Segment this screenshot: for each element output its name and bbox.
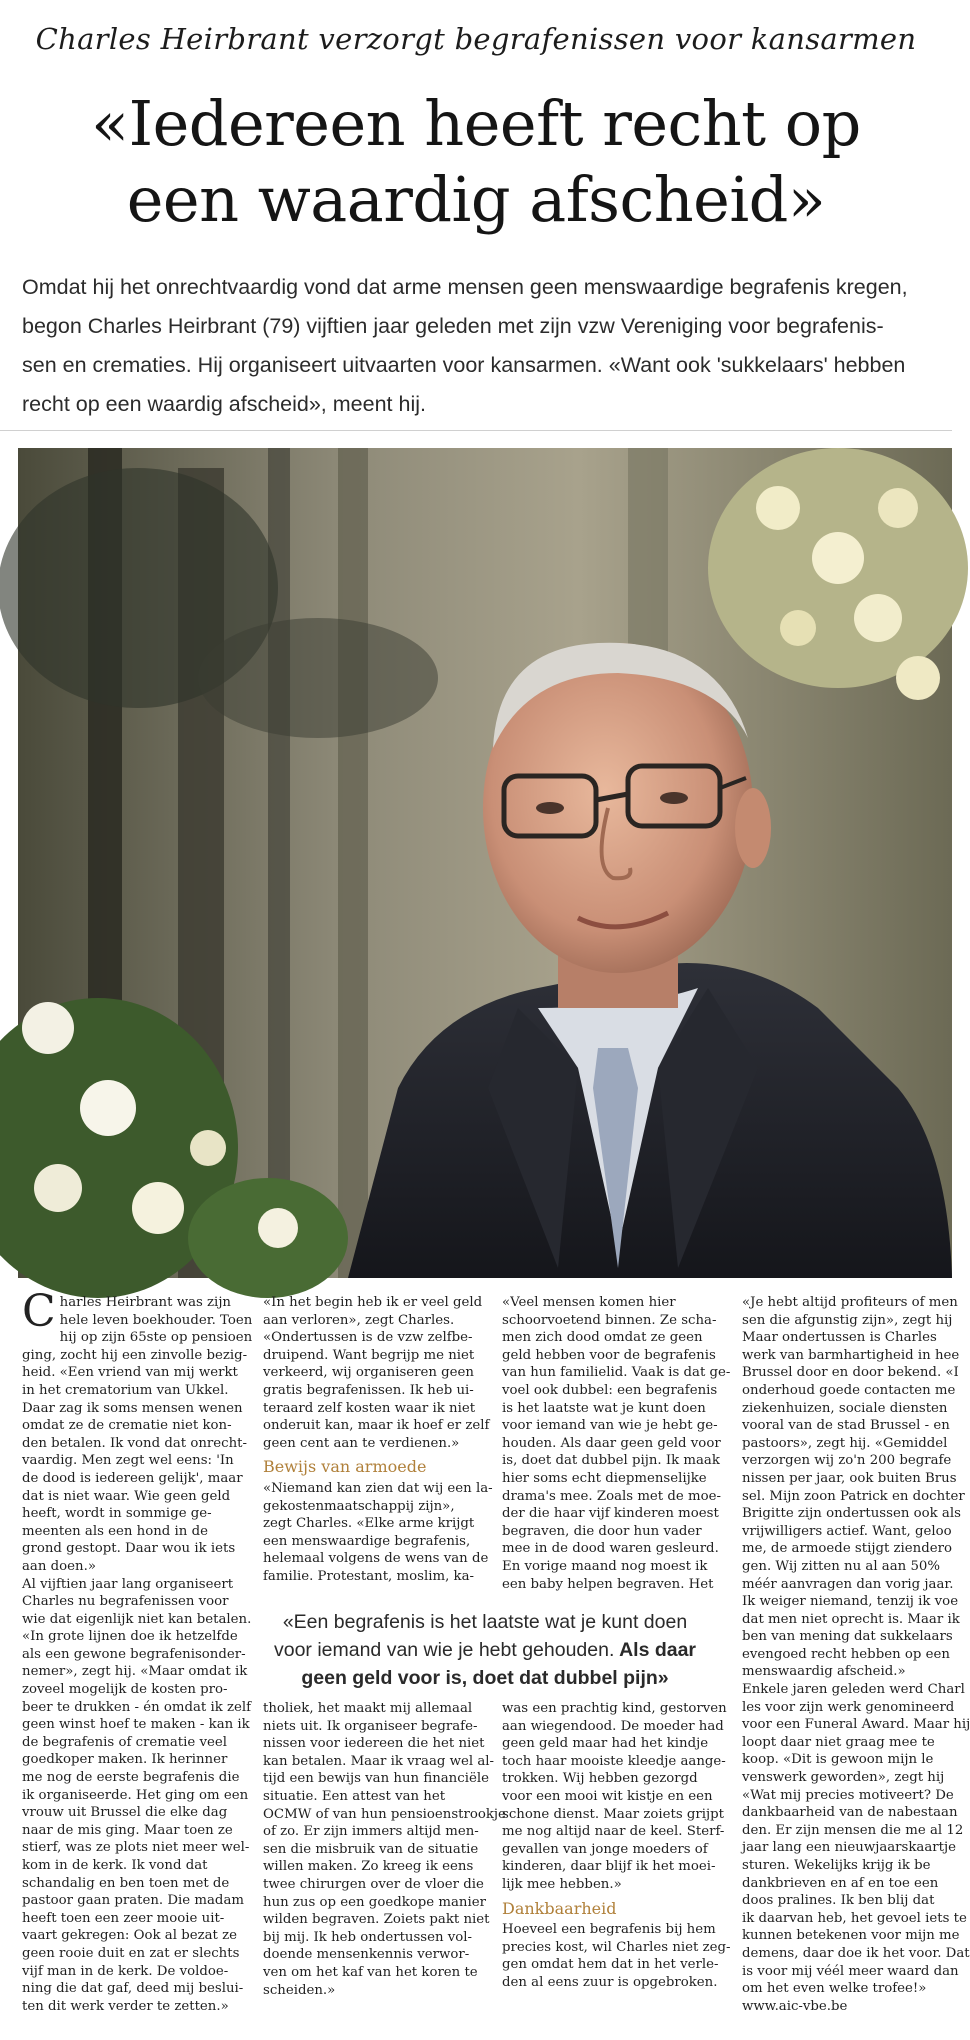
text-line: OCMW of van hun pensioenstrookje — [263, 1806, 506, 1822]
article-column-1 — [22, 1286, 253, 2015]
text-line: om het even welke trofee!» — [742, 1981, 927, 1997]
text-line: verkeerd, wij organiseren geen — [263, 1365, 474, 1381]
text-line: dat men niet oprecht is. Maar ik — [742, 1611, 960, 1627]
text-line: geld hebben voor de begrafenis — [502, 1347, 716, 1363]
text-line: wie dat eigenlijk niet kan betalen. — [22, 1611, 252, 1627]
text-line: een menswaardige begrafenis, — [263, 1533, 471, 1549]
text-line: vaart gekregen: Ook al bezat ze — [22, 1928, 237, 1944]
text-line: Maar ondertussen is Charles — [742, 1330, 937, 1346]
headline-line-1: «Iedereen heeft recht op — [91, 87, 861, 160]
text-line: Ik weiger niemand, tenzij ik voe — [742, 1594, 959, 1610]
text-line: van hun familielid. Vaak is dat ge- — [502, 1365, 731, 1381]
text-line: een baby helpen begraven. Het — [502, 1576, 714, 1592]
text-line: omdat ze de crematie niet kon- — [22, 1418, 232, 1434]
text-line: schandalig en ben toen met de — [22, 1875, 230, 1891]
text-line: scheiden.» — [263, 1982, 336, 1998]
text-line: «In het begin heb ik er veel geld — [263, 1295, 483, 1310]
text-line: ik organiseerde. Het ging om een — [22, 1787, 249, 1803]
text-line: beer te drukken - én omdat ik zelf — [22, 1699, 252, 1715]
text-line: www.aic-vbe.be — [742, 1998, 848, 2014]
text-line: vijf man in de kerk. De voldoe- — [22, 1963, 229, 1979]
text-line: werk van barmhartigheid in hee — [742, 1347, 960, 1363]
text-line: meenten als een hond in de — [22, 1523, 208, 1539]
text-line: schoorvoetend binnen. Ze scha- — [502, 1312, 717, 1328]
text-line: onderuit kan, maar ik hoef er zelf — [263, 1418, 490, 1434]
text-line: les voor zijn werk genomineerd — [742, 1699, 955, 1715]
text-line: dankbrieven en af en toe een — [742, 1875, 939, 1891]
text-line: heeft, wordt in sommige ge- — [22, 1506, 212, 1522]
portrait-illustration — [18, 448, 952, 1278]
text-line: «Je hebt altijd profiteurs of men — [742, 1295, 958, 1310]
text-line: of zo. Er zijn immers altijd men- — [263, 1824, 479, 1840]
text-line: En vorige maand nog moest ik — [502, 1558, 708, 1574]
text-line: grond gestopt. Daar wou ik iets — [22, 1541, 236, 1557]
text-line: men zich dood omdat ze geen — [502, 1330, 703, 1346]
text-line: me nog altijd naar de keel. Sterf- — [502, 1824, 725, 1840]
text-line: toch haar mooiste kleedje aange- — [502, 1753, 726, 1769]
text-line: voor een Funeral Award. Maar hij — [742, 1717, 970, 1733]
text-line: gen omdat hem dat in het verle- — [502, 1957, 719, 1973]
text-line: de begrafenis of crematie veel — [22, 1734, 227, 1750]
text-line: voor een mooi wit kistje en een — [502, 1788, 713, 1804]
text-line: «Veel mensen komen hier — [502, 1295, 676, 1310]
text-line: situatie. Een attest van het — [263, 1788, 446, 1804]
column-text — [263, 1700, 506, 1999]
text-line: voel ook dubbel: een begrafenis — [502, 1382, 718, 1398]
text-line: vrouw uit Brussel die elke dag — [22, 1805, 228, 1821]
text-line: voor iemand van wie je hebt ge- — [502, 1418, 718, 1434]
text-line: aan doen.» — [22, 1558, 96, 1574]
text-line: teraard zelf kosten waar ik niet — [263, 1400, 476, 1416]
text-line: doende mensenkennis verwor- — [263, 1947, 470, 1963]
text-line: tholiek, het maakt mij allemaal — [263, 1701, 473, 1716]
text-line: hier soms echt diepmenselijke — [502, 1470, 707, 1486]
text-line: kunnen betekenen voor mijn me — [742, 1928, 960, 1944]
pullquote-bold: Als daar — [614, 1639, 697, 1661]
text-line: evengoed recht hebben op een — [742, 1646, 950, 1662]
text-line: ten dit werk verder te zetten.» — [22, 1998, 229, 2014]
column-text — [22, 1286, 253, 2015]
text-line: gekostenmaatschappij zijn», — [263, 1498, 455, 1514]
text-line: Enkele jaren geleden werd Charl — [742, 1682, 965, 1698]
text-line: Al vijftien jaar lang organiseert — [22, 1576, 234, 1592]
text-line: onderhoud goede contacten me — [742, 1382, 956, 1398]
text-line: niets uit. Ik organiseer begrafe- — [263, 1718, 478, 1734]
pullquote-line: geen geld voor is, doet dat dubbel pijn» — [301, 1667, 669, 1689]
text-line: kinderen, daar blijf ik het moei- — [502, 1859, 716, 1875]
text-line: willen maken. Zo kreeg ik eens — [263, 1859, 474, 1875]
article-column-2-lower — [263, 1700, 506, 1999]
column-text — [502, 1294, 731, 1593]
lead-line: recht op een waardig afscheid», meent hij. — [22, 392, 426, 416]
text-line: hij op zijn 65ste op pensioen — [59, 1330, 253, 1346]
text-line: den. Er zijn mensen die me al 12 — [742, 1822, 964, 1838]
text-line: «Ondertussen is de vzw zelfbe- — [263, 1330, 473, 1346]
text-line: heid. «Een vriend van mij werkt — [22, 1365, 238, 1381]
text-line: menswaardig afscheid.» — [742, 1664, 906, 1680]
text-line: gevallen van jonge moeders of — [502, 1841, 708, 1857]
text-line: nemer», zegt hij. «Maar omdat ik — [22, 1664, 248, 1680]
text-line: bij mij. Ik heb ondertussen vol- — [263, 1929, 473, 1945]
text-line: «In grote lijnen doe ik hetzelfde — [22, 1629, 238, 1645]
article-kicker: Charles Heirbrant verzorgt begrafenissen voor kansarmen — [35, 22, 917, 56]
text-line: Brigitte zijn ondertussen ook als — [742, 1506, 961, 1522]
text-line: trokken. Wij hebben gezorgd — [502, 1771, 698, 1787]
text-line: in het crematorium van Ukkel. — [22, 1382, 229, 1398]
text-line: als een gewone begrafenisonder- — [22, 1646, 246, 1662]
text-line: «Niemand kan zien dat wij een la- — [263, 1480, 493, 1496]
text-line: sel. Mijn zoon Patrick en dochter — [742, 1488, 965, 1504]
text-line: nissen voor iedereen die het niet — [263, 1736, 485, 1752]
text-line: begraven, die door hun vader — [502, 1523, 702, 1539]
text-line: loopt daar niet graag mee te — [742, 1734, 935, 1750]
text-line: goedkoper maken. Ik herinner — [22, 1752, 228, 1768]
subhead-dankbaarheid: Dankbaarheid — [502, 1898, 617, 1918]
text-line: vooral van de stad Brussel - en — [742, 1418, 950, 1434]
article-column-3 — [502, 1294, 731, 1593]
column-text — [263, 1294, 490, 1452]
text-line: stierf, was ze plots niet meer wel- — [22, 1840, 250, 1856]
lead-line: begon Charles Heirbrant (79) vijftien jaar geleden met zijn vzw Vereniging voor begrafenis- — [22, 314, 884, 338]
text-line: dankbaarheid van de nabestaan — [742, 1805, 958, 1821]
text-line: kom in de kerk. Ik vond dat — [22, 1858, 208, 1873]
text-line: aan verloren», zegt Charles. — [263, 1312, 455, 1328]
text-line: geen rooie duit en zat er slechts — [22, 1945, 240, 1961]
text-line: doos pralines. Ik ben blij dat — [742, 1893, 935, 1909]
text-line: wilden begraven. Zoiets pakt niet — [263, 1912, 490, 1928]
text-line: den al eens zuur is opgebroken. — [502, 1974, 718, 1990]
text-line: dat is niet waar. Wie geen geld — [22, 1488, 231, 1504]
text-line: precies kost, wil Charles niet zeg- — [502, 1939, 731, 1955]
text-line: harles Heirbrant was zijn — [59, 1295, 231, 1310]
text-line: Charles nu begrafenissen voor — [22, 1594, 229, 1610]
lead-line: Omdat hij het onrechtvaardig vond dat arme mensen geen menswaardige begrafenis kregen, — [22, 275, 908, 299]
lead-line: sen en crematies. Hij organiseert uitvaarten voor kansarmen. «Want ook 'sukkelaars' hebben — [22, 353, 906, 377]
text-line: helemaal volgens de wens van de — [263, 1551, 489, 1567]
text-line: is voor mij véél meer waard dan — [742, 1963, 959, 1979]
column-text — [263, 1480, 493, 1586]
text-line: «Wat mij precies motiveert? De — [742, 1787, 954, 1803]
text-line: der die haar vijf kinderen moest — [502, 1506, 719, 1522]
text-line: de dood is iedereen gelijk', maar — [22, 1470, 243, 1486]
text-line: geen geld maar had het kindje — [502, 1736, 709, 1752]
text-line: demens, daar doe ik het voor. Dat — [742, 1945, 970, 1961]
pullquote-normal: voor iemand van wie je hebt gehouden. — [273, 1639, 615, 1661]
text-line: ik daarvan heb, het gevoel iets te — [742, 1910, 967, 1926]
text-line: pastoor gaan praten. Die madam — [22, 1893, 244, 1909]
subhead-bewijs: Bewijs van armoede — [263, 1457, 427, 1477]
text-line: venswerk geworden», zegt hij — [742, 1770, 945, 1786]
text-line: ven om het kaf van het koren te — [263, 1964, 478, 1980]
text-line: verzorgen wij zo'n 200 begrafe — [742, 1453, 952, 1469]
text-line: houden. Als daar geen geld voor — [502, 1435, 721, 1451]
text-line: geen cent aan te verdienen.» — [263, 1435, 460, 1451]
article-headline — [0, 86, 952, 238]
text-line: nissen per jaar, ook buiten Brus — [742, 1470, 957, 1486]
text-line: schone dienst. Maar zoiets grijpt — [502, 1806, 724, 1822]
text-line: is, doet dat dubbel pijn. Ik maak — [502, 1453, 720, 1469]
text-line: heeft toen een zeer mooie uit- — [22, 1910, 225, 1926]
pullquote-line: «Een begrafenis is het laatste wat je kunt doen — [282, 1611, 688, 1633]
text-line: sturen. Wekelijks krijg ik be — [742, 1858, 931, 1873]
text-line: vaardig. Men zegt wel eens: 'In — [22, 1453, 234, 1469]
text-line: geen winst hoef te maken - kan ik — [22, 1717, 250, 1733]
text-line: mee in de dood waren gesleurd. — [502, 1541, 719, 1557]
text-line: familie. Protestant, moslim, ka- — [263, 1568, 474, 1584]
text-line: kan betalen. Maar ik vraag wel al- — [263, 1753, 495, 1769]
text-line: zegt Charles. «Elke arme krijgt — [263, 1516, 475, 1532]
text-line: druipend. Want begrijp me niet — [263, 1347, 475, 1363]
article-column-2 — [263, 1294, 493, 1586]
text-line: Hoeveel een begrafenis bij hem — [502, 1922, 716, 1938]
text-line: twee chirurgen over de vloer die — [263, 1876, 484, 1892]
text-line: gen. Wij zitten nu al aan 50% — [742, 1558, 940, 1574]
pull-quote — [250, 1608, 720, 1692]
text-line: sen die misbruik van de situatie — [263, 1841, 479, 1857]
text-line: ben van mening dat sukkelaars — [742, 1629, 953, 1645]
text-line: Daar zag ik soms mensen wenen — [22, 1400, 243, 1416]
article-column-3-lower — [502, 1700, 731, 1992]
column-text — [502, 1921, 731, 1991]
text-line: jaar lang een nieuwjaarskaartje — [742, 1840, 956, 1856]
text-line: me, de armoede stijgt ziendero — [742, 1541, 952, 1557]
text-line: ging, zocht hij een zinvolle bezig- — [22, 1347, 248, 1363]
dropcap: C — [22, 1286, 56, 1337]
pullquote-line — [250, 1636, 720, 1664]
text-line: drama's mee. Zoals met de moe- — [502, 1488, 721, 1504]
column-text — [742, 1294, 970, 2015]
text-line: hele leven boekhouder. Toen — [59, 1312, 253, 1328]
text-line: hun zus op een goedkope manier — [263, 1894, 486, 1910]
text-line: gratis begrafenissen. Ik heb ui- — [263, 1382, 474, 1398]
text-line: vrijwilligers actief. Want, geloo — [742, 1523, 952, 1539]
text-line: pastoors», zegt hij. «Gemiddel — [742, 1435, 948, 1451]
text-line: méér aanvragen dan vorig jaar. — [742, 1576, 954, 1592]
text-line: koop. «Dit is gewoon mijn le — [742, 1752, 934, 1768]
text-line: was een prachtig kind, gestorven — [502, 1701, 727, 1716]
separator-rule — [0, 430, 952, 431]
text-line: tijd een bewijs van hun financiële — [263, 1771, 489, 1787]
text-line: lijk mee hebben.» — [502, 1876, 622, 1892]
column-text — [502, 1700, 727, 1894]
text-line: sen die afgunstig zijn», zegt hij — [742, 1312, 953, 1328]
text-line: zoveel mogelijk de kosten pro- — [22, 1682, 228, 1698]
portrait-photo — [18, 448, 952, 1278]
article-column-4 — [742, 1294, 970, 2015]
text-line: Brussel door en door bekend. «I — [742, 1365, 959, 1381]
text-line: ning die dat gaf, deed mij beslui- — [22, 1981, 244, 1997]
text-line: aan wiegendood. De moeder had — [502, 1718, 724, 1734]
article-lead — [22, 268, 950, 424]
text-line: den betalen. Ik vond dat onrecht- — [22, 1435, 247, 1451]
text-line: naar de mis ging. Maar toen ze — [22, 1822, 233, 1838]
text-line: ziekenhuizen, sociale diensten — [742, 1400, 948, 1416]
text-line: is het laatste wat je kunt doen — [502, 1400, 706, 1416]
headline-line-2: een waardig afscheid» — [126, 163, 826, 236]
text-line: me nog de eerste begrafenis die — [22, 1770, 240, 1786]
